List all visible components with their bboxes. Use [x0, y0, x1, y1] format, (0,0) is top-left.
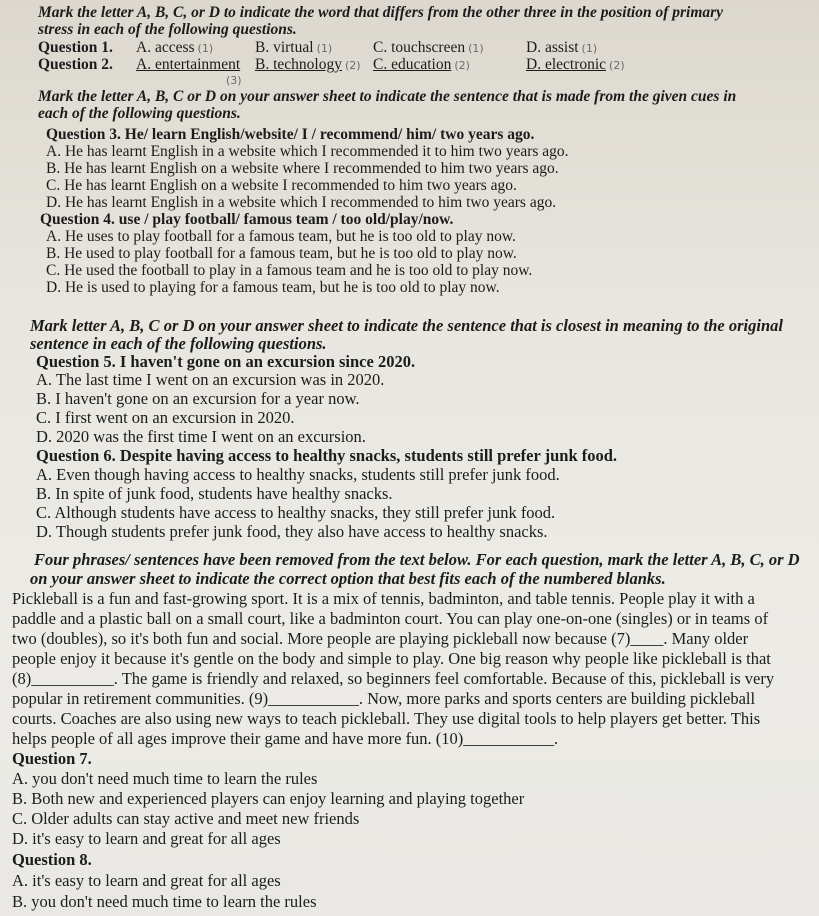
q5-option-d: D. 2020 was the first time I went on an excursion.: [36, 427, 366, 446]
q7-option-c: C. Older adults can stay active and meet new friends: [12, 809, 360, 828]
passage-line: people enjoy it because it's gentle on the body and simple to play. One big reason why people like pickleball is that: [12, 649, 771, 668]
handwriting-mark: (2): [454, 59, 470, 72]
handwriting-mark: (1): [581, 42, 598, 55]
passage-line: two (doubles), so it's both fun and social. More people are playing pickleball now because (7)____. Many older: [12, 629, 749, 648]
handwriting-mark: (2): [344, 59, 361, 72]
q2-label: Question 2.: [38, 56, 113, 73]
q4-option-d: D. He is used to playing for a famous team, but he is too old to play now.: [46, 279, 500, 296]
section2-instruction-line1: Mark the letter A, B, C or D on your answer sheet to indicate the sentence that is made from the given cues in: [38, 88, 737, 105]
q7-option-b: B. Both new and experienced players can enjoy learning and playing together: [12, 789, 525, 808]
q2-option-d: D. electronic (2): [526, 56, 625, 73]
q1-option-c: C. touchscreen (1): [373, 39, 484, 56]
q1-option-b: B. virtual (1): [255, 39, 333, 56]
handwriting-mark-below: (3): [226, 74, 242, 87]
q7-label: Question 7.: [12, 749, 92, 768]
handwriting-mark: (2): [609, 59, 625, 72]
q6-option-a: A. Even though having access to healthy snacks, students still prefer junk food.: [36, 465, 560, 484]
q8-option-a: A. it's easy to learn and great for all ages: [12, 871, 281, 890]
q2-option-a: A. entertainment: [136, 56, 241, 73]
q5-option-a: A. The last time I went on an excursion was in 2020.: [36, 370, 385, 389]
section3-instruction-line2: sentence in each of the following questions.: [30, 334, 327, 353]
q1-option-a: A. access (1): [136, 39, 214, 56]
passage-line: paddle and a plastic ball on a small court, like a badminton court. You can play one-on-one (singles) or in teams of: [12, 609, 769, 628]
q6-option-c: C. Although students have access to healthy snacks, they still prefer junk food.: [36, 503, 556, 522]
q2-option-c: C. education (2): [373, 56, 470, 73]
section1-instruction-line1: Mark the letter A, B, C, or D to indicate the word that differs from the other three in the position of primary: [38, 4, 724, 21]
q3-stem: Question 3. He/ learn English/website/ I / recommend/ him/ two years ago.: [46, 126, 535, 143]
q8-option-b: B. you don't need much time to learn the rules: [12, 892, 317, 911]
q6-stem: Question 6. Despite having access to healthy snacks, students still prefer junk food.: [36, 446, 618, 465]
section1-instruction-line2: stress in each of the following questions.: [38, 21, 297, 38]
q2-option-b: B. technology (2): [255, 56, 361, 73]
passage-line: (8)__________. The game is friendly and relaxed, so beginners feel comfortable. Because of this, pickleball is very: [12, 669, 775, 688]
q3-option-b: B. He has learnt English on a website where I recommended to him two years ago.: [46, 160, 559, 177]
q4-option-a: A. He uses to play football for a famous team, but he is too old to play now.: [46, 228, 516, 245]
handwriting-mark: (1): [468, 42, 484, 55]
q1-label: Question 1.: [38, 39, 113, 56]
passage-line: courts. Coaches are also using new ways to teach pickleball. They use digital tools to help players get better. This: [12, 709, 761, 728]
section4-instruction-line1: Four phrases/ sentences have been removed from the text below. For each question, mark the letter A, B, C, or D: [34, 550, 800, 569]
q8-label: Question 8.: [12, 850, 92, 869]
q5-option-c: C. I first went on an excursion in 2020.: [36, 408, 295, 427]
q5-stem: Question 5. I haven't gone on an excursion since 2020.: [36, 352, 416, 371]
handwriting-mark: (1): [197, 42, 214, 55]
q3-option-d: D. He has learnt English in a website which I recommended to him two years ago.: [46, 194, 557, 211]
section2-instruction-line2: each of the following questions.: [38, 105, 241, 122]
q4-option-c: C. He used the football to play in a famous team and he is too old to play now.: [46, 262, 533, 279]
q3-option-a: A. He has learnt English in a website which I recommended it to him two years ago.: [46, 143, 569, 160]
q1-option-d: D. assist (1): [526, 39, 598, 56]
q6-option-b: B. In spite of junk food, students have healthy snacks.: [36, 484, 393, 503]
passage-line: popular in retirement communities. (9)___________. Now, more parks and sports centers are building pickleball: [12, 689, 756, 708]
q7-option-d: D. it's easy to learn and great for all ages: [12, 829, 281, 848]
section3-instruction-line1: Mark letter A, B, C or D on your answer sheet to indicate the sentence that is closest in meaning to the original: [30, 316, 783, 335]
q3-option-c: C. He has learnt English on a website I recommended to him two years ago.: [46, 177, 517, 194]
q4-stem: Question 4. use / play football/ famous team / too old/play/now.: [40, 211, 454, 228]
q6-option-d: D. Though students prefer junk food, they also have access to healthy snacks.: [36, 522, 548, 541]
passage-line: helps people of all ages improve their game and have more fun. (10)___________.: [12, 729, 559, 748]
passage-line: Pickleball is a fun and fast-growing sport. It is a mix of tennis, badminton, and table tennis. People play it with a: [12, 589, 755, 608]
section4-instruction-line2: on your answer sheet to indicate the correct option that best fits each of the numbered blanks.: [30, 569, 666, 588]
q4-option-b: B. He used to play football for a famous team, but he is too old to play now.: [46, 245, 517, 262]
handwriting-mark: (1): [316, 42, 333, 55]
q7-option-a: A. you don't need much time to learn the rules: [12, 769, 318, 788]
q5-option-b: B. I haven't gone on an excursion for a year now.: [36, 389, 360, 408]
